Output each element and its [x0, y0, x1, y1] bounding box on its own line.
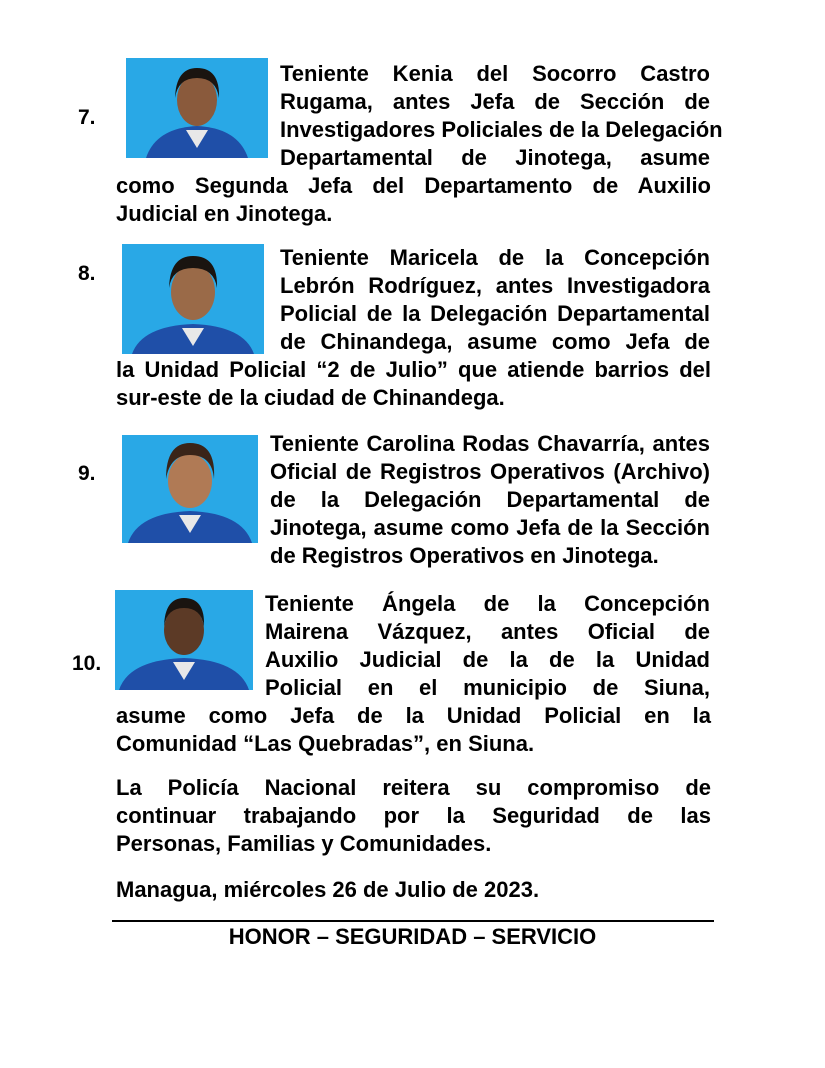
text-line: Teniente Ángela de la Concepción — [265, 591, 710, 616]
text-line: sur-este de la ciudad de Chinandega. — [116, 385, 505, 410]
text-line: Mairena Vázquez, antes Oficial de — [265, 619, 710, 644]
text-line: La Policía Nacional reitera su compromiso de — [116, 775, 711, 800]
officer-photo — [122, 244, 264, 354]
text-line: continuar trabajando por la Seguridad de las — [116, 803, 711, 828]
text-line: Auxilio Judicial de la de la Unidad — [265, 647, 710, 672]
text-line: Teniente Kenia del Socorro Castro — [280, 61, 710, 86]
entry-text-full — [116, 702, 711, 758]
text-line: Jinotega, asume como Jefa de la Sección — [270, 515, 710, 540]
text-line: Rugama, antes Jefa de Sección de — [280, 89, 710, 114]
text-line: Policial en el municipio de Siuna, — [265, 675, 710, 700]
portrait-icon — [126, 58, 268, 158]
closing-paragraph — [116, 774, 711, 858]
entry-text-wrapped — [270, 430, 710, 570]
entry-text-wrapped — [265, 590, 710, 702]
text-line: Lebrón Rodríguez, antes Investigadora — [280, 273, 710, 298]
officer-photo — [115, 590, 253, 690]
portrait-icon — [115, 590, 253, 690]
text-line: Policial de la Delegación Departamental — [280, 301, 710, 326]
text-line: Comunidad “Las Quebradas”, en Siuna. — [116, 731, 535, 756]
portrait-icon — [122, 244, 264, 354]
text-line: Personas, Familias y Comunidades. — [116, 831, 492, 856]
text-line: de Registros Operativos en Jinotega. — [270, 543, 659, 568]
text-line: Teniente Maricela de la Concepción — [280, 245, 710, 270]
divider — [112, 920, 714, 922]
entry-text-full — [116, 356, 711, 412]
text-line: como Segunda Jefa del Departamento de Auxilio — [116, 173, 711, 198]
officer-photo — [122, 435, 258, 543]
text-line: Investigadores Policiales de la Delegación — [280, 117, 723, 142]
motto: HONOR – SEGURIDAD – SERVICIO — [228, 924, 597, 949]
entry-text-wrapped — [280, 60, 723, 172]
entry-number: 7. — [78, 106, 96, 129]
portrait-icon — [122, 435, 258, 543]
text-line: de la Delegación Departamental de — [270, 487, 710, 512]
dateline-text: Managua, miércoles 26 de Julio de 2023. — [116, 877, 540, 902]
text-line: de Chinandega, asume como Jefa de — [280, 329, 710, 354]
entry-number: 10. — [72, 652, 102, 675]
officer-photo — [126, 58, 268, 158]
entry-number: 9. — [78, 462, 96, 485]
entry-text-full — [116, 172, 711, 228]
text-line: Departamental de Jinotega, asume — [280, 145, 710, 170]
text-line: Oficial de Registros Operativos (Archivo) — [270, 459, 710, 484]
text-line: asume como Jefa de la Unidad Policial en la — [116, 703, 711, 728]
dateline — [116, 876, 711, 904]
entry-text-wrapped — [280, 244, 710, 356]
entry-number: 8. — [78, 262, 96, 285]
text-line: la Unidad Policial “2 de Julio” que atiende barrios del — [116, 357, 711, 382]
text-line: Judicial en Jinotega. — [116, 201, 333, 226]
text-line: Teniente Carolina Rodas Chavarría, antes — [270, 431, 710, 456]
